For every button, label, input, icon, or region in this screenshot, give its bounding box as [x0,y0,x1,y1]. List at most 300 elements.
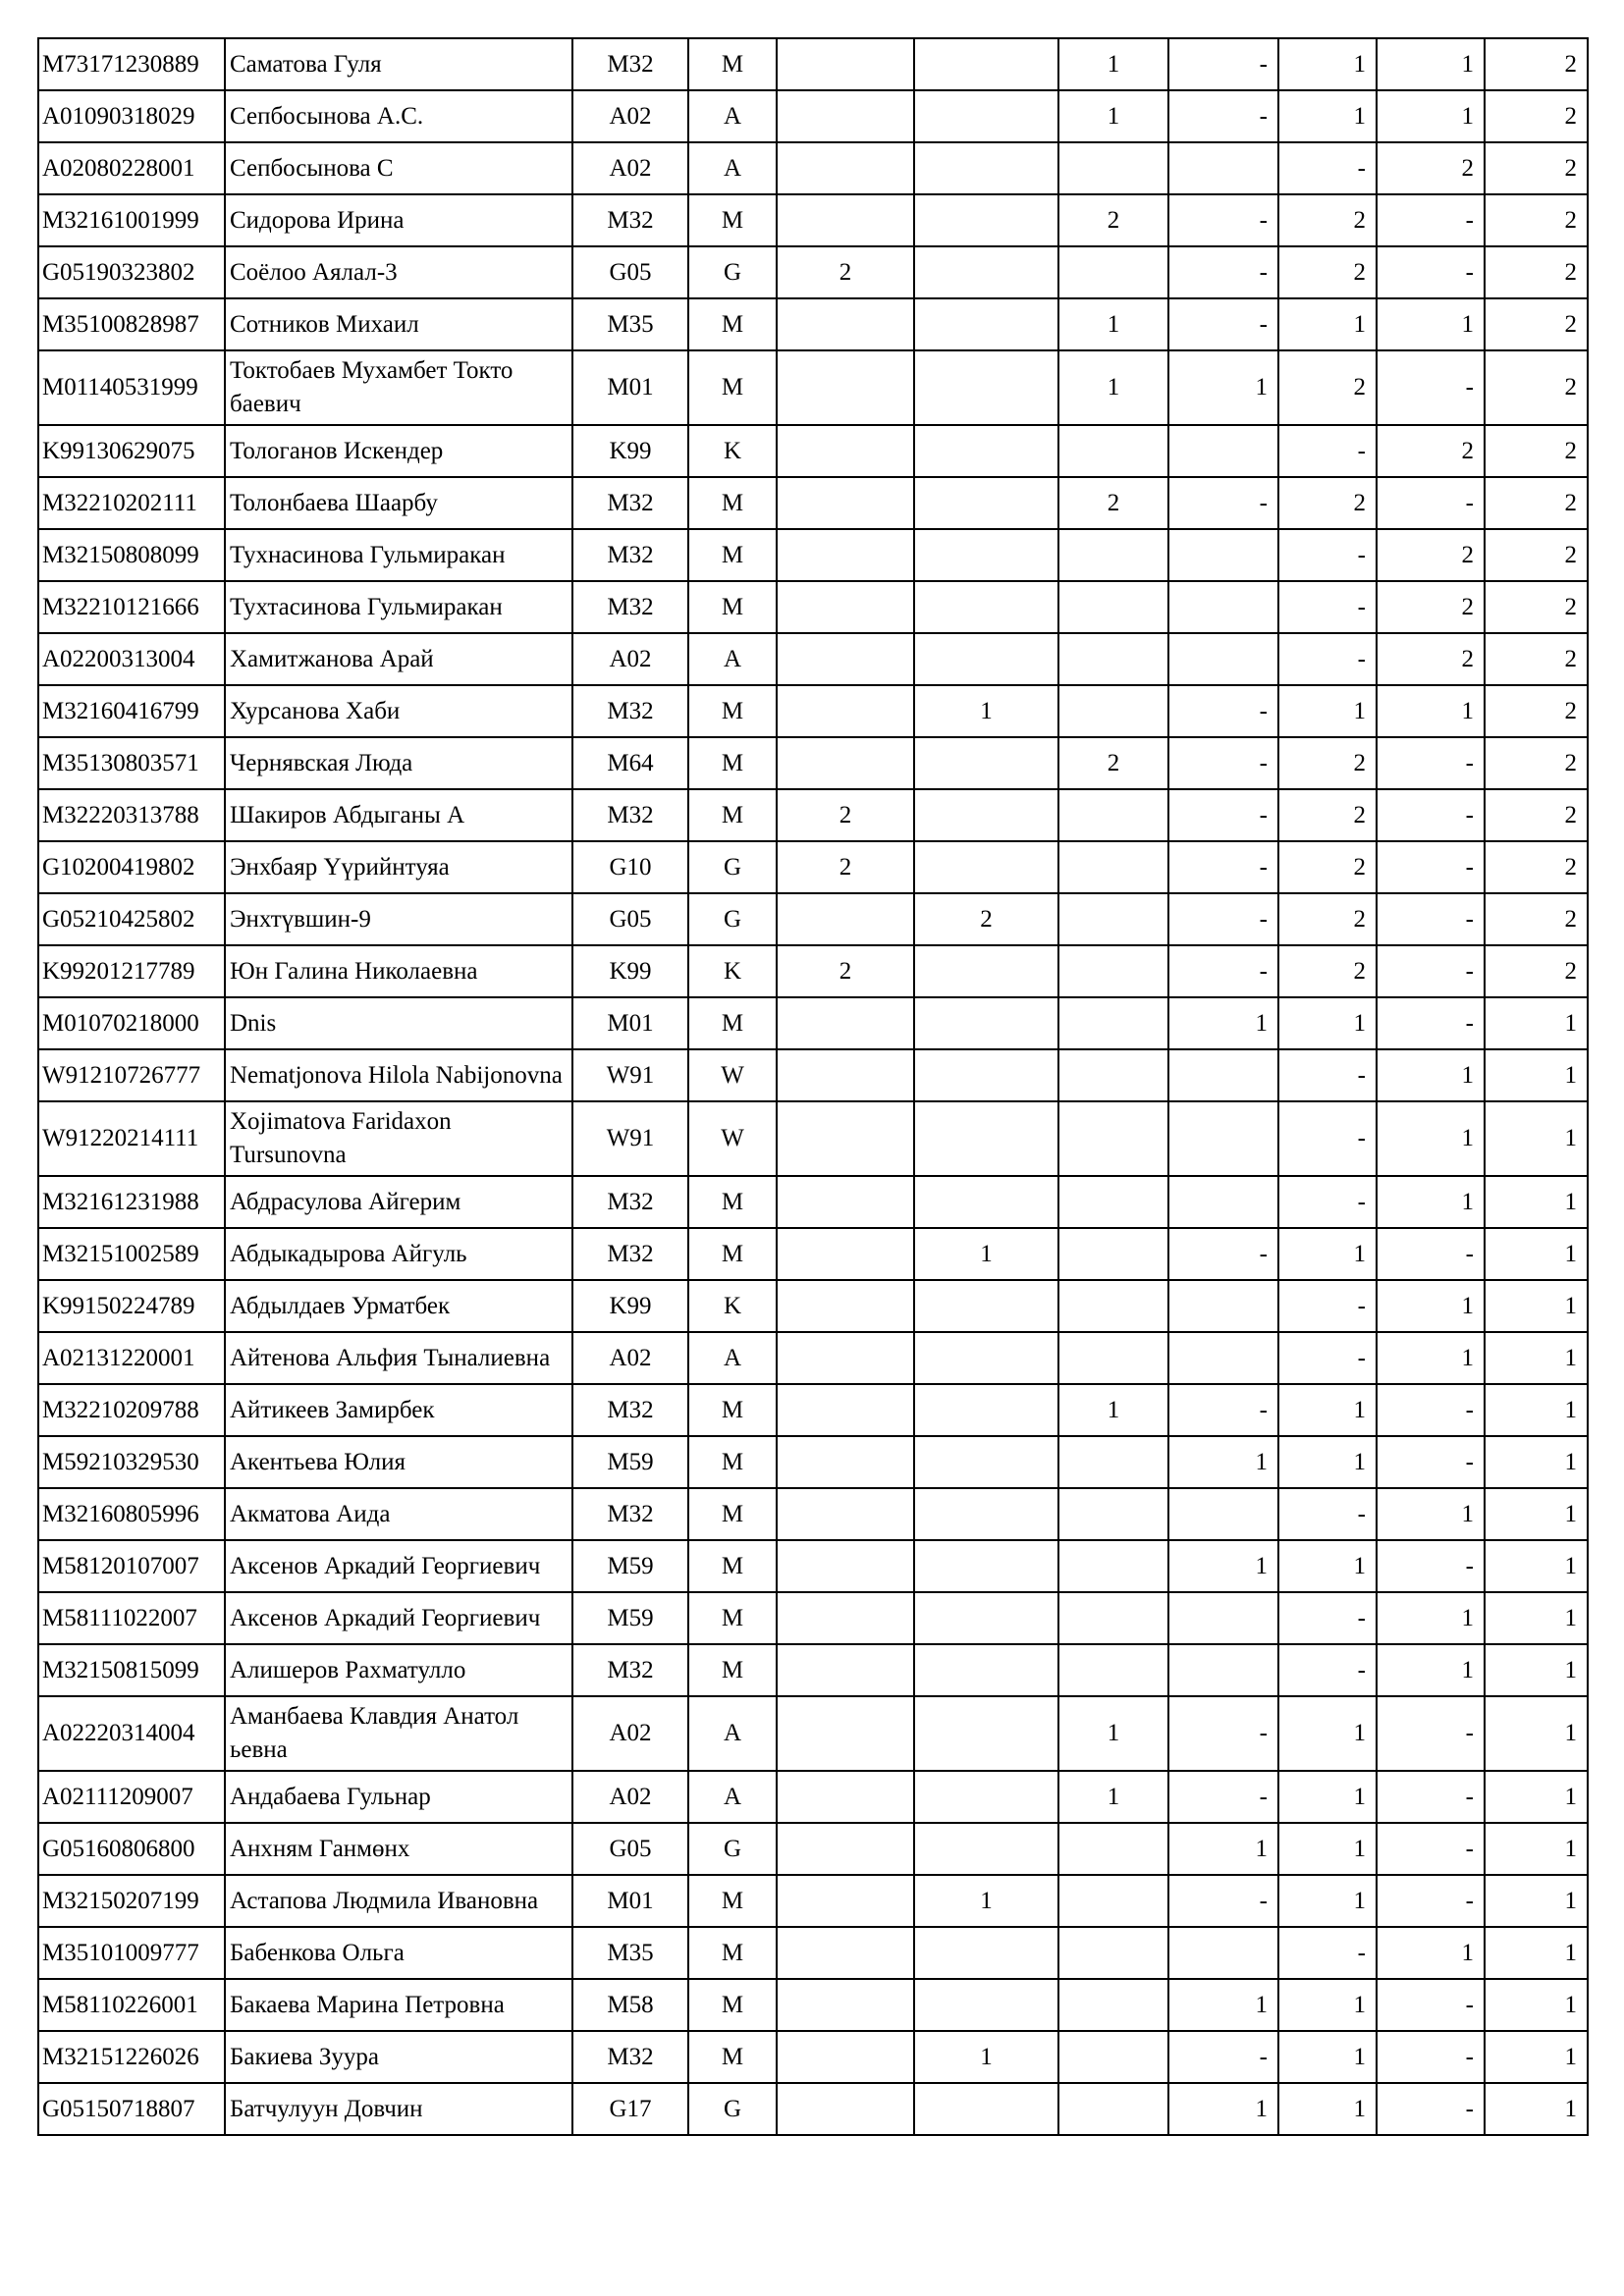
row-col4-cell: 1 [1168,1436,1278,1488]
row-col6-cell: - [1377,1696,1485,1771]
table-row [38,1592,1588,1644]
row-group-cell: M32 [572,789,688,841]
row-total-cell: 2 [1485,841,1588,893]
row-col3-cell: 1 [1058,298,1168,350]
row-col5-cell: - [1278,1488,1377,1540]
table-row [38,529,1588,581]
row-col6-cell: 2 [1377,425,1485,477]
row-col2-cell [914,581,1058,633]
row-col3-cell [1058,633,1168,685]
row-group-cell: G17 [572,2083,688,2135]
row-col4-cell [1168,1644,1278,1696]
row-total-cell: 1 [1485,1049,1588,1101]
row-group-cell: W91 [572,1049,688,1101]
row-col3-cell [1058,425,1168,477]
row-col5-cell: 1 [1278,298,1377,350]
row-name-cell: Юн Галина Николаевна [225,945,572,997]
table-row [38,737,1588,789]
row-group-cell: M32 [572,2031,688,2083]
row-col3-cell [1058,1488,1168,1540]
row-group-cell: M32 [572,194,688,246]
row-col6-cell: 1 [1377,1592,1485,1644]
row-col2-cell [914,1280,1058,1332]
row-group-cell: M32 [572,581,688,633]
row-id-cell: M35100828987 [38,298,225,350]
row-col3-cell [1058,1875,1168,1927]
row-col3-cell: 1 [1058,1384,1168,1436]
row-category-cell: M [688,1927,777,1979]
row-name-cell: Nematjonova Hilola Nabijonovna [225,1049,572,1101]
row-group-cell: M32 [572,1488,688,1540]
row-col4-cell: - [1168,1384,1278,1436]
row-col6-cell: 2 [1377,633,1485,685]
row-col6-cell: - [1377,997,1485,1049]
row-total-cell: 2 [1485,246,1588,298]
row-col6-cell: - [1377,893,1485,945]
row-name-cell: Аманбаева Клавдия Анатол ьевна [225,1696,572,1771]
row-col6-cell: 1 [1377,298,1485,350]
row-col2-cell [914,529,1058,581]
table-row [38,350,1588,425]
row-category-cell: M [688,1644,777,1696]
row-col6-cell: - [1377,1540,1485,1592]
table-row [38,1228,1588,1280]
row-total-cell: 1 [1485,997,1588,1049]
table-row [38,1875,1588,1927]
row-col5-cell: 1 [1278,38,1377,90]
row-col1-cell [777,1332,914,1384]
row-category-cell: G [688,841,777,893]
row-col5-cell: 1 [1278,1436,1377,1488]
table-row [38,1280,1588,1332]
row-group-cell: G05 [572,1823,688,1875]
row-id-cell: M58110226001 [38,1979,225,2031]
row-col4-cell: - [1168,945,1278,997]
row-col3-cell [1058,1979,1168,2031]
row-col2-cell: 1 [914,685,1058,737]
row-id-cell: K99130629075 [38,425,225,477]
row-col3-cell [1058,2083,1168,2135]
row-col6-cell: - [1377,1384,1485,1436]
table-row [38,90,1588,142]
row-col4-cell: 1 [1168,1540,1278,1592]
row-col3-cell [1058,893,1168,945]
row-col5-cell: 2 [1278,945,1377,997]
row-col3-cell [1058,945,1168,997]
row-category-cell: M [688,2031,777,2083]
table-row [38,1771,1588,1823]
table-row [38,2031,1588,2083]
row-group-cell: A02 [572,90,688,142]
row-col2-cell [914,1540,1058,1592]
row-category-cell: M [688,1384,777,1436]
row-col5-cell: 2 [1278,893,1377,945]
row-col1-cell [777,2083,914,2135]
row-col2-cell [914,194,1058,246]
row-category-cell: A [688,1696,777,1771]
row-col1-cell [777,1823,914,1875]
row-group-cell: K99 [572,945,688,997]
row-category-cell: M [688,1875,777,1927]
row-col4-cell: - [1168,685,1278,737]
row-col6-cell: 2 [1377,581,1485,633]
table-row [38,1927,1588,1979]
row-total-cell: 1 [1485,1927,1588,1979]
row-col1-cell [777,425,914,477]
row-col4-cell: - [1168,841,1278,893]
row-col1-cell [777,1101,914,1176]
row-id-cell: G05210425802 [38,893,225,945]
row-group-cell: A02 [572,1771,688,1823]
row-name-cell: Аксенов Аркадий Георгиевич [225,1540,572,1592]
row-id-cell: G05190323802 [38,246,225,298]
row-group-cell: A02 [572,1696,688,1771]
row-category-cell: G [688,893,777,945]
row-col4-cell: - [1168,1771,1278,1823]
row-total-cell: 2 [1485,633,1588,685]
row-category-cell: A [688,1771,777,1823]
table-row [38,1101,1588,1176]
row-col5-cell: - [1278,1332,1377,1384]
row-group-cell: M01 [572,350,688,425]
row-name-cell: Батчулуун Довчин [225,2083,572,2135]
row-col5-cell: 1 [1278,1540,1377,1592]
row-category-cell: M [688,789,777,841]
row-group-cell: M32 [572,1228,688,1280]
row-col2-cell [914,1696,1058,1771]
row-col4-cell [1168,1101,1278,1176]
row-col6-cell: 1 [1377,1644,1485,1696]
row-col5-cell: 1 [1278,1696,1377,1771]
row-col1-cell [777,2031,914,2083]
row-col4-cell: - [1168,298,1278,350]
row-id-cell: M32220313788 [38,789,225,841]
row-category-cell: G [688,246,777,298]
row-col6-cell: 1 [1377,1280,1485,1332]
row-id-cell: M32210209788 [38,1384,225,1436]
row-col2-cell [914,1927,1058,1979]
row-col5-cell: 1 [1278,2031,1377,2083]
row-total-cell: 2 [1485,194,1588,246]
table-row [38,1696,1588,1771]
row-category-cell: K [688,1280,777,1332]
row-total-cell: 1 [1485,1875,1588,1927]
row-total-cell: 2 [1485,90,1588,142]
row-col1-cell [777,581,914,633]
row-category-cell: M [688,1540,777,1592]
row-id-cell: A02111209007 [38,1771,225,1823]
row-col1-cell [777,633,914,685]
row-col4-cell: - [1168,38,1278,90]
row-id-cell: M59210329530 [38,1436,225,1488]
table-row [38,945,1588,997]
row-col5-cell: 2 [1278,789,1377,841]
row-col2-cell [914,997,1058,1049]
row-total-cell: 2 [1485,298,1588,350]
row-col1-cell [777,529,914,581]
row-category-cell: A [688,633,777,685]
table-row [38,841,1588,893]
row-col3-cell: 2 [1058,477,1168,529]
row-total-cell: 2 [1485,685,1588,737]
row-col3-cell [1058,1644,1168,1696]
row-name-cell: Энхтүвшин-9 [225,893,572,945]
row-group-cell: A02 [572,1332,688,1384]
row-col5-cell: 2 [1278,737,1377,789]
row-group-cell: G05 [572,246,688,298]
row-name-cell: Бакаева Марина Петровна [225,1979,572,2031]
row-total-cell: 2 [1485,38,1588,90]
row-total-cell: 2 [1485,529,1588,581]
row-col5-cell: - [1278,1101,1377,1176]
row-col5-cell: - [1278,1644,1377,1696]
table-row [38,298,1588,350]
row-col6-cell: 1 [1377,1927,1485,1979]
row-col3-cell: 2 [1058,737,1168,789]
row-col4-cell: - [1168,737,1278,789]
row-name-cell: Анхням Ганмөнх [225,1823,572,1875]
table-row [38,1176,1588,1228]
table-row [38,997,1588,1049]
table-row [38,1540,1588,1592]
row-id-cell: A02080228001 [38,142,225,194]
row-name-cell: Сотников Михаил [225,298,572,350]
row-col4-cell: - [1168,246,1278,298]
row-col5-cell: 1 [1278,90,1377,142]
row-total-cell: 1 [1485,2031,1588,2083]
row-col2-cell [914,945,1058,997]
row-id-cell: G05160806800 [38,1823,225,1875]
row-col1-cell [777,38,914,90]
row-name-cell: Саматова Гуля [225,38,572,90]
row-col1-cell [777,1696,914,1771]
row-category-cell: M [688,1228,777,1280]
row-total-cell: 2 [1485,893,1588,945]
row-id-cell: A02220314004 [38,1696,225,1771]
row-name-cell: Соёлоо Аялал-3 [225,246,572,298]
row-col2-cell: 2 [914,893,1058,945]
row-col5-cell: 2 [1278,841,1377,893]
row-col2-cell [914,90,1058,142]
row-name-cell: Чернявская Люда [225,737,572,789]
row-col3-cell: 1 [1058,350,1168,425]
row-col1-cell: 2 [777,945,914,997]
row-col1-cell [777,1436,914,1488]
row-col3-cell [1058,2031,1168,2083]
row-name-cell: Алишеров Рахматулло [225,1644,572,1696]
row-col6-cell: - [1377,1979,1485,2031]
row-col2-cell [914,1644,1058,1696]
row-id-cell: M58111022007 [38,1592,225,1644]
row-category-cell: M [688,38,777,90]
row-col3-cell: 1 [1058,38,1168,90]
row-id-cell: M32161001999 [38,194,225,246]
row-total-cell: 1 [1485,1436,1588,1488]
row-col2-cell [914,142,1058,194]
row-col4-cell: - [1168,1228,1278,1280]
row-group-cell: M64 [572,737,688,789]
row-col1-cell [777,685,914,737]
table-row [38,1979,1588,2031]
row-category-cell: M [688,1488,777,1540]
row-total-cell: 2 [1485,142,1588,194]
row-col2-cell [914,633,1058,685]
row-col6-cell: - [1377,477,1485,529]
row-category-cell: M [688,1979,777,2031]
row-total-cell: 2 [1485,737,1588,789]
row-col1-cell [777,1592,914,1644]
row-col2-cell [914,350,1058,425]
row-col4-cell: - [1168,477,1278,529]
row-col1-cell [777,997,914,1049]
row-category-cell: A [688,142,777,194]
row-col4-cell [1168,1280,1278,1332]
row-id-cell: M01070218000 [38,997,225,1049]
row-col6-cell: 1 [1377,1176,1485,1228]
row-id-cell: M01140531999 [38,350,225,425]
row-total-cell: 2 [1485,945,1588,997]
row-group-cell: M59 [572,1540,688,1592]
row-col2-cell [914,1101,1058,1176]
row-total-cell: 1 [1485,1101,1588,1176]
row-name-cell: Сепбосынова А.С. [225,90,572,142]
row-col1-cell [777,1280,914,1332]
row-total-cell: 1 [1485,1696,1588,1771]
row-col1-cell: 2 [777,789,914,841]
row-col4-cell: - [1168,194,1278,246]
row-category-cell: A [688,1332,777,1384]
row-col3-cell [1058,1436,1168,1488]
row-total-cell: 1 [1485,1592,1588,1644]
row-id-cell: M32151002589 [38,1228,225,1280]
table-row [38,1823,1588,1875]
row-name-cell: Абдыкадырова Айгуль [225,1228,572,1280]
row-col6-cell: 1 [1377,1332,1485,1384]
row-category-cell: K [688,945,777,997]
row-group-cell: K99 [572,1280,688,1332]
row-id-cell: A01090318029 [38,90,225,142]
row-col6-cell: - [1377,350,1485,425]
table-row [38,893,1588,945]
row-col2-cell [914,246,1058,298]
row-total-cell: 1 [1485,1332,1588,1384]
table-row [38,1488,1588,1540]
row-col6-cell: - [1377,1436,1485,1488]
row-col2-cell [914,2083,1058,2135]
row-col6-cell: - [1377,1771,1485,1823]
row-col6-cell: - [1377,737,1485,789]
row-col5-cell: 1 [1278,997,1377,1049]
row-col2-cell: 1 [914,2031,1058,2083]
row-col3-cell [1058,1823,1168,1875]
row-col6-cell: - [1377,1875,1485,1927]
row-id-cell: G10200419802 [38,841,225,893]
row-name-cell: Айтенова Альфия Тыналиевна [225,1332,572,1384]
row-col6-cell: - [1377,841,1485,893]
row-id-cell: A02200313004 [38,633,225,685]
row-col5-cell: - [1278,581,1377,633]
row-col3-cell: 1 [1058,90,1168,142]
table-row [38,142,1588,194]
row-col6-cell: - [1377,194,1485,246]
row-col4-cell [1168,633,1278,685]
row-col4-cell: - [1168,789,1278,841]
row-col4-cell: - [1168,2031,1278,2083]
row-category-cell: M [688,997,777,1049]
row-col3-cell [1058,685,1168,737]
row-col3-cell [1058,1049,1168,1101]
row-col3-cell [1058,529,1168,581]
row-category-cell: M [688,1592,777,1644]
row-col1-cell: 2 [777,246,914,298]
row-col5-cell: - [1278,1049,1377,1101]
row-category-cell: K [688,425,777,477]
row-name-cell: Андабаева Гульнар [225,1771,572,1823]
row-col4-cell [1168,581,1278,633]
row-id-cell: M35130803571 [38,737,225,789]
row-col5-cell: - [1278,1280,1377,1332]
row-col3-cell [1058,1332,1168,1384]
row-col4-cell [1168,1049,1278,1101]
row-name-cell: Абдылдаев Урматбек [225,1280,572,1332]
row-col2-cell [914,425,1058,477]
row-col3-cell: 2 [1058,194,1168,246]
row-name-cell: Толонбаева Шаарбу [225,477,572,529]
row-category-cell: M [688,737,777,789]
row-group-cell: M59 [572,1592,688,1644]
row-col6-cell: 1 [1377,1101,1485,1176]
row-col6-cell: 1 [1377,38,1485,90]
row-col5-cell: 1 [1278,1771,1377,1823]
row-id-cell: M32160416799 [38,685,225,737]
table-row [38,1332,1588,1384]
row-col2-cell [914,737,1058,789]
row-group-cell: M35 [572,298,688,350]
row-col5-cell: - [1278,425,1377,477]
row-col1-cell [777,1644,914,1696]
row-col3-cell [1058,1101,1168,1176]
row-id-cell: W91210726777 [38,1049,225,1101]
row-col1-cell [777,893,914,945]
row-name-cell: Сидорова Ирина [225,194,572,246]
table-row [38,685,1588,737]
row-col5-cell: 1 [1278,685,1377,737]
row-id-cell: G05150718807 [38,2083,225,2135]
row-group-cell: G10 [572,841,688,893]
row-group-cell: M32 [572,1384,688,1436]
row-col6-cell: - [1377,789,1485,841]
row-col1-cell [777,737,914,789]
row-col4-cell [1168,1592,1278,1644]
table-body [38,38,1588,2135]
row-col1-cell [777,90,914,142]
row-col4-cell [1168,1332,1278,1384]
row-col4-cell: - [1168,1696,1278,1771]
row-category-cell: M [688,194,777,246]
row-total-cell: 1 [1485,1384,1588,1436]
row-total-cell: 1 [1485,2083,1588,2135]
row-id-cell: A02131220001 [38,1332,225,1384]
row-group-cell: M59 [572,1436,688,1488]
row-group-cell: M35 [572,1927,688,1979]
row-col5-cell: - [1278,1592,1377,1644]
row-category-cell: G [688,1823,777,1875]
row-col4-cell [1168,425,1278,477]
row-group-cell: M32 [572,38,688,90]
row-id-cell: K99150224789 [38,1280,225,1332]
row-name-cell: Акентьева Юлия [225,1436,572,1488]
row-id-cell: M32210202111 [38,477,225,529]
